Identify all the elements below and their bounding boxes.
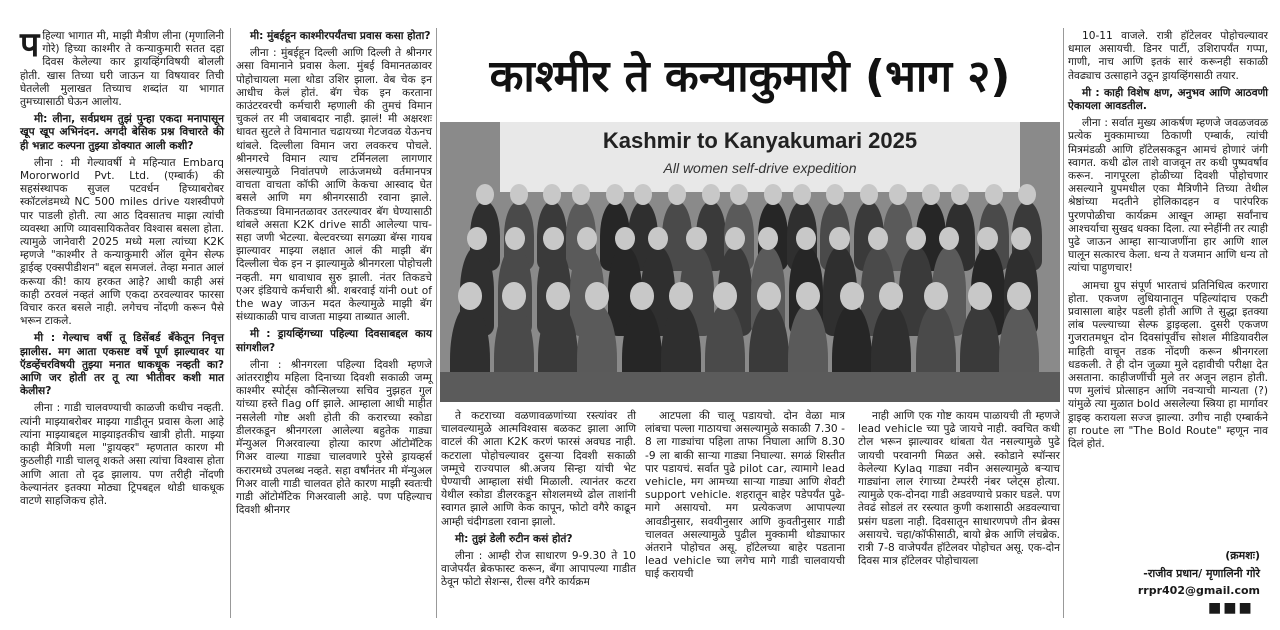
person-face (502, 282, 526, 310)
person-face (764, 184, 782, 205)
article-paragraph: हिल्या भागात मी, माझी मैत्रीण लीना (मृणालिनी गोरे) हिच्या काश्मीर ते कन्याकुमारी सतत दहा दिवस केलेल्या कार ड्रायव्हिंगविषयी बोलली होती. खास तिच्या घरी जाऊन या विषयावर तिची घेतलेली मुलाखत तिच्याच शब्दांत या भागात तुमच्यासाठी घेऊन आलोय. (20, 30, 224, 109)
article-paragraph: आटपला की चालू पडायचो. दोन वेळा मात्र लांबचा पल्ला गाठायचा असल्यामुळे सकाळी 7.30 - 8 ला गाड्यांचा पहिला ताफा निघाला आणि 8.30 -9 ला बाकी साऱ्या गाड्या निघाल्या. सगळं शिस्तीत पार पडायचं. सर्वात पुढे pilot car, त्यामागे lead vehicle, मग आमच्या साऱ्या गाड्या आणि शेवटी support vehicle. शहरातून बाहेर पडेपर्यंत पुढे-मागे असायचो. मग प्रत्येकजण आपापल्या आवडीनुसार, सवयीनुसार आणि कुवतीनुसार गाडी चालवत असल्यामुळे पुढील मुक्कामी थोड्याफार अंतराने पोहोचत असू. हॉटेलच्या बाहेर पडताना lead vehicle च्या लगेच मागे गाडी चालवायची घाई करायची (645, 410, 845, 581)
person-face (546, 282, 570, 310)
person-face (977, 227, 997, 250)
person-face (924, 282, 948, 310)
article-paragraph: लीना : मी गेल्यावर्षी मे महिन्यात Embarq Mororworld Pvt. Ltd. (एम्बार्क) की सहसंस्थापक सुजल पटवर्धन हिच्याबरोबर स्कॉटलंडमध्ये NC 500 miles drive यशस्वीपणे पार पाडली होती. त्या आठ दिवसातच माझा त्यांची व्यवस्था आणि व्यावसायिकतेवर विश्वास बसला होता. त्यामुळे जानेवारी 2025 मध्ये मला त्यांच्या K2K म्हणजे "काश्मीर ते कन्याकुमारी ऑल वूमेन सेल्फ ड्राईव्ह एक्सपीडीशन" बद्दल समजलं. तेव्हा मनात आलं करूया की! काय हरकत आहे? आधी काही असं काही ठरवलं नव्हतं आणि एकदा ठरवल्यावर फारसा विचार करत बसले नाही. लगेचच नोंदणी करून पैसे भरून टाकले. (20, 156, 224, 328)
article-column-3 (441, 410, 636, 594)
person-face (889, 184, 907, 205)
end-mark: ■■■ (1208, 600, 1254, 616)
person-face (634, 184, 652, 205)
person-face (669, 282, 693, 310)
person-face (668, 184, 686, 205)
article-column-1 (20, 25, 224, 512)
author-email: rrpr402@gmail.com (1137, 584, 1260, 597)
column-rule (436, 28, 437, 618)
person-face (543, 227, 563, 250)
interview-question: मी: मुंबईहून काश्मीरपर्यंतचा प्रवास कसा होता? (250, 30, 431, 42)
person-face (826, 184, 844, 205)
person-face (985, 184, 1003, 205)
article-column-6 (1068, 30, 1268, 455)
photo-floor (440, 372, 1060, 402)
person-face (543, 184, 561, 205)
person-face (1007, 282, 1031, 310)
person-face (630, 282, 654, 310)
headline: काश्मीर ते कन्याकुमारी (भाग २) (489, 51, 1011, 102)
person-face (458, 282, 482, 310)
interview-question: मी : ड्रायव्हिंगच्या पहिल्या दिवसाबद्दल काय सांगशील? (236, 328, 432, 354)
article-paragraph: लीना : गाडी चालवण्याची काळजी कधीच नव्हती. त्यांनी माझ्याबरोबर माझ्या गाडीतून प्रवास केला आहे त्यांना माझ्याबद्दल माझ्याइतकीच खात्री होती. माझ्या काही मैत्रिणी मला "ड्रायव्हर" म्हणतात कारण मी कुठलीही गाडी चालवू शकते असा त्यांचा विश्वास होता आणि आता तो दृढ झालाय. पण तरीही नोंदणी केल्यानंतर इतक्या मोठ्या ट्रिपबद्दल थोडी धाकधूक वाटणे साहजिकच होते. (20, 402, 224, 507)
interview-question: मी: लीना, सर्वप्रथम तुझं पुन्हा एकदा मनापासून खूप खूप अभिनंदन. अगदी बेसिक प्रश्न विचारते की ही भन्नाट कल्पना तुझ्या डोक्यात आली कशी? (20, 113, 224, 152)
person-face (860, 184, 878, 205)
article-paragraph: लीना : श्रीनगरला पहिल्या दिवशी म्हणजे आंतरराष्ट्रीय महिला दिनाच्या दिवशी सकाळी जम्मू काश्मीर स्पोर्ट्स कौन्सिलच्या सचिव नुझहत गुल यांच्या हस्ते flag off झाले. आम्हाला आधी माहीत नसलेली गोष्ट अशी होती की करारच्या स्कोडा डीलरकडून श्रीनगरला आलेल्या बहुतेक गाड्या मॅन्युअल गिअरवाल्या होत्या कारण ऑटोमॅटिक गिअर वाल्या गाड्या चालवणारे पुरेसे ड्रायव्हर्स करारमध्ये उपलब्ध नव्हते. सहा वर्षांनंतर मी मॅन्युअल गिअर वाली गाडी चालवत होते कारण माझी स्वतःची गाडी ऑटोमॅटिक गिअरवाली आहे. पण पहिल्याच दिवशी श्रीनगर (236, 358, 432, 517)
person-face (968, 282, 992, 310)
author-byline: -राजीव प्रधान/ मृणालिनी गोरे (1143, 567, 1260, 580)
drop-cap: प (20, 25, 40, 65)
person-face (796, 282, 820, 310)
interview-question: मी : काही विशेष क्षण, अनुभव आणि आठवणी ऐकायला आवडतील. (1068, 86, 1268, 113)
person-face (840, 282, 864, 310)
person-face (510, 184, 528, 205)
article-paragraph: लीना : मुंबईहून दिल्ली आणि दिल्ली ते श्रीनगर असा विमानाने प्रवास केला. मुंबई विमानतळावर पोहोचायला मला थोडा उशिर झाला. वेब चेक इन आधीच केलं होतं. बॅग चेक इन करताना काउंटरवरची कर्मचारी म्हणाली की तुमचं विमान चुकलं तर मी जबाबदार नाही. झालं! मी अक्षरशः धावत सुटले ते विमानात चढायच्या गेटजवळ येऊनच थांबले. दिल्लीला विमान जरा लवकरच पोचले. श्रीनगरचे विमान त्याच टर्मिनलला लागणार असल्यामुळे निवांतपणे लाऊंजमध्ये वर्तमानपत्र वाचता वाचता कॉफी आणि केकचा आस्वाद घेत बसले आणि मग श्रीनगरसाठी रवाना झाले. तिकडच्या विमानतळावर उतरल्यावर बॅग घेण्यासाठी थांबले असता K2K drive साठी आलेल्या पाच-सहा जणी भेटल्या. बेल्टवरच्या सगळ्या बॅग्स गायब झाल्यावर माझ्या लक्षात आलं की माझी बॅग दिल्लीला चेक इन न झाल्यामुळे श्रीनगरला पोहोचली नव्हती. मग धावाधाव सुरु झाली. नंतर तिकडचे एअर इंडियाचे कर्मचारी श्री. शबरवाई यांनी out of the way जाऊन मदत केल्यामुळे माझी बॅग संध्याकाळी पाच वाजता माझ्या ताब्यात आली. (236, 47, 432, 324)
person-face (829, 227, 849, 250)
person-face (922, 184, 940, 205)
person-face (702, 184, 720, 205)
person-face (686, 227, 706, 250)
continued-note: (क्रमशः) (1225, 549, 1260, 562)
person-face (879, 282, 903, 310)
column-rule (230, 28, 231, 618)
article-paragraph: ते कटराच्या वळणावळणांच्या रस्त्यांवर ती चालवल्यामुळे आत्मविश्वास बळकट झाला आणि वाटलं की आता K2K करणं फारसं अवघड नाही. कटराला पोहोचल्यावर दुसऱ्या दिवशी सकाळी जम्मूचे राज्यपाल श्री.अजय सिन्हा यांची भेट घेण्याची आम्हाला संधी मिळाली. त्यानंतर कटरा येथील स्कोडा डीलरकडून सोशलमध्ये ढोल ताशांनी स्वागत झाले आणि केक कापून, फोटो वगैरे काढून आम्ही चंदीगडला रवाना झालो. (441, 410, 636, 528)
person-face (951, 184, 969, 205)
column-rule (1063, 28, 1064, 618)
person-face (713, 282, 737, 310)
article-column-5 (858, 410, 1060, 572)
article-paragraph: 10-11 वाजले. रात्री हॉटेलवर पोहोचल्यावर धमाल असायची. डिनर पार्टी, उशिरापर्यंत गप्पा, गाणी, नाच आणि इतकं सारं करूनही सकाळी तेवढ्याच उत्साहाने उठून ड्रायव्हिंगसाठी तयार. (1068, 30, 1268, 82)
person-face (572, 184, 590, 205)
article-paragraph: नाही आणि एक गोष्ट कायम पाळायची ती म्हणजे lead vehicle च्या पुढे जायचे नाही. क्वचित कधी टोल भरून झाल्यावर थांबता येत नसल्यामुळे पुढे जायची परवानगी मिळत असे. स्कोडाने स्पॉन्सर केलेल्या Kylaq गाड्या नवीन असल्यामुळे बऱ्याच गाड्यांना लाल रंगाच्या टेम्परंरी नंबर प्लेट्स होत्या. त्यामुळे एक-दोनदा गाडी अडवण्याचे प्रकार घडले. पण तेवढं सोडलं तर रस्त्यात कुणी कशासाठी अडवल्याचा प्रसंग घडला नाही. दिवसातून साधारणपणे तीन ब्रेक्स असायचे. चहा/कॉफीसाठी, बायो ब्रेक आणि लंचब्रेक. रात्री 7-8 वाजेपर्यंत हॉटेलवर पोहोचत असू. एक-दोन दिवस मात्र हॉटेलवर पोहोचायला (858, 410, 1060, 568)
person-face (476, 184, 494, 205)
person-face (585, 282, 609, 310)
person-face (793, 184, 811, 205)
person-face (730, 184, 748, 205)
article-paragraph: आमचा ग्रुप संपूर्ण भारताचं प्रतिनिधित्व करणारा होता. एकजण लुधियानातून पहिल्यांदाच एकटी प्रवासाला बाहेर पडली होती आणि ते सुद्धा इतक्या लांब पल्ल्याच्या सेल्फ ड्राइव्हला. दुसरी एकजण गुजरातमधून दोन दिवसांपूर्वीच सोशल मीडियावरील माहिती वाचून तडक नोंदणी करून श्रीनगरला धडकली. ते ही दोन जुळ्या मुले दहावीची परीक्षा देत असताना. काहीजणींची मुले तर अजून लहान होती. पण मुलांचं प्रोत्साहन आणि नवऱ्याची मान्यता (?) यांमुळे त्या मुळात bold असलेल्या स्त्रिया हा मार्गावर ड्राइव्ह करायला सज्ज झाल्या. उगीच नाही एम्बार्कने हा route ला "The Bold Route" म्हणून नाव दिलं होतं. (1068, 279, 1268, 451)
person-face (757, 282, 781, 310)
article-column-2 (236, 30, 432, 521)
interview-question: मी : गेल्याच वर्षी तू डिसेंबर्ड बँकेतून निवृत्त झालीस. मग आता एकसष्ट वर्षे पूर्ण झाल्यावर या ऍडव्हेंचरविषयी तुझ्या मनात धाकधूक नव्हती का? आणि जर होती तर तू त्या भीतीवर कशी मात केलीस? (20, 332, 224, 398)
article-paragraph: लीना : सर्वात मुख्य आकर्षण म्हणजे जवळजवळ प्रत्येक मुक्कामाच्या ठिकाणी एम्बार्क, त्यांची मित्रमंडळी आणि हॉटेलसकडून आमचं होणारं जंगी स्वागत. कधी ढोल ताशे वाजवून तर कधी पुष्पवर्षाव करून. नागपूरला होळीच्या दिवशी पोहोचणार असल्याने ग्रुपमधील एका मैत्रिणीने तिच्या तेथील श्रेष्ठांच्या मदतीने होलिकादहन व पारंपरिक पुरणपोळीचा कार्यक्रम आखून आम्हा सर्वांनाच आश्चर्याचा सुखद धक्का दिला. त्या स्नेहींनी तर त्याही पुढे जाऊन आम्हा साऱ्याजणींना हार आणि शाल घालून सत्कारच केला. धन्य ते यजमान आणि धन्य तो त्यांचा पाहुणचार! (1068, 117, 1268, 275)
group-of-women (440, 172, 1060, 402)
article-paragraph: लीना : आम्ही रोज साधारण 9-9.30 ते 10 वाजेपर्यंत ब्रेकफास्ट करून, बँगा आपापल्या गाडीत ठेवून फोटो सेशन्स, रील्स वगैरे कार्यक्रम (441, 550, 636, 589)
person-face (1018, 184, 1036, 205)
person-face (606, 184, 624, 205)
interview-question: मी: तुझं डेली रुटीन कसं होतं? (455, 532, 573, 545)
article-column-4 (645, 410, 845, 586)
group-photo (440, 122, 1060, 402)
photo-banner-title: Kashmir to Kanyakumari 2025 (602, 128, 918, 153)
photo-banner-subtitle: All women self-drive expedition (663, 160, 857, 176)
